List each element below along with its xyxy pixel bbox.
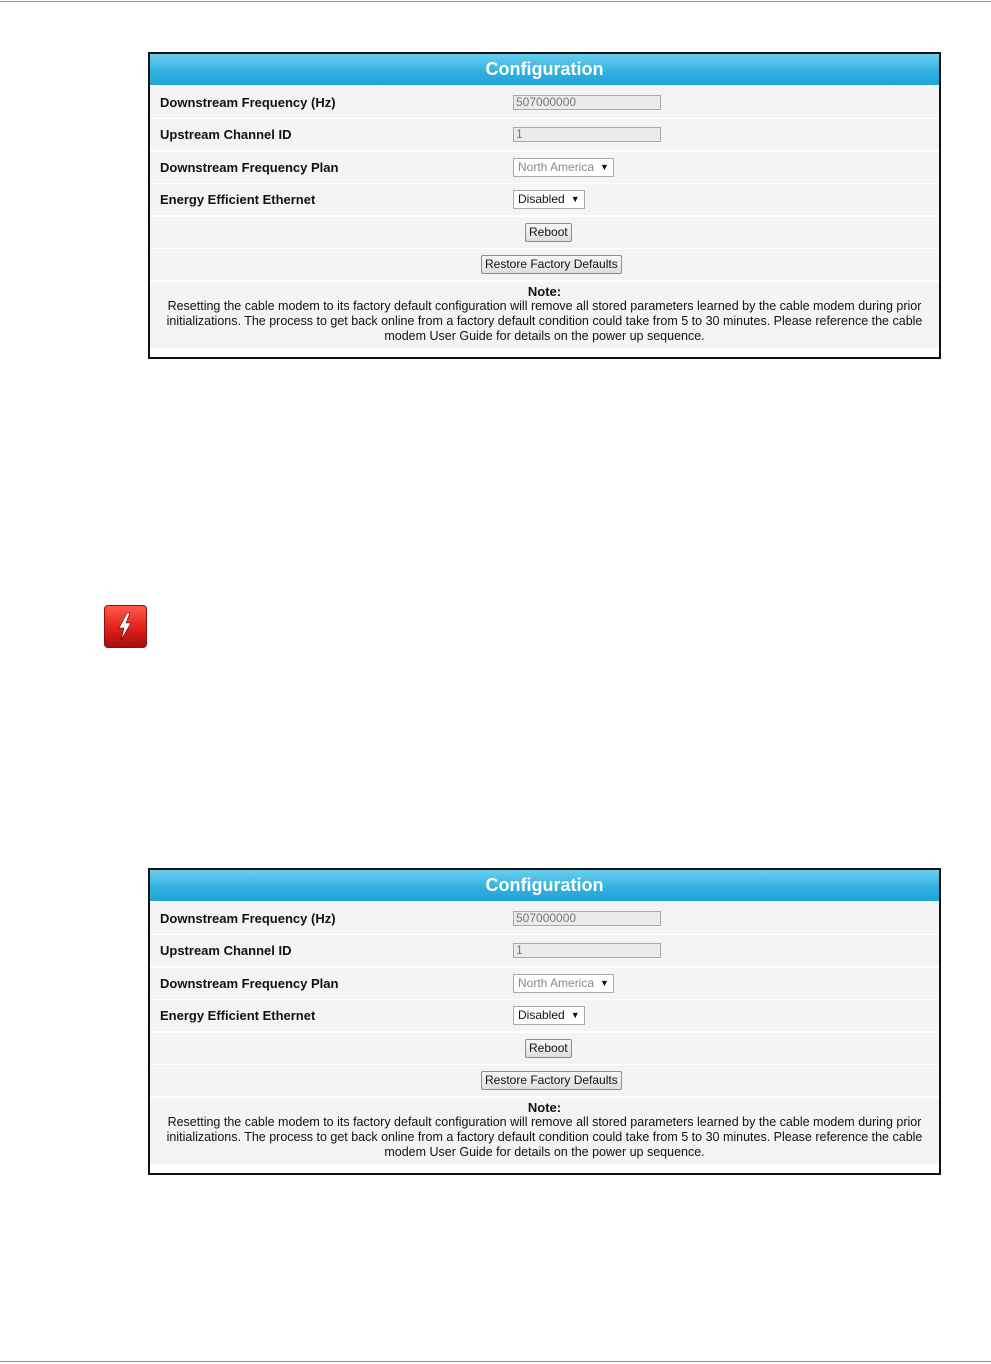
energy-efficient-value: Disabled [518, 1008, 565, 1022]
note-section [150, 282, 939, 348]
downstream-frequency-label: Downstream Frequency (Hz) [160, 94, 336, 110]
note-section [150, 1098, 939, 1164]
panel-title: Configuration [150, 870, 939, 901]
downstream-frequency-label: Downstream Frequency (Hz) [160, 910, 336, 926]
energy-efficient-label: Energy Efficient Ethernet [160, 1008, 316, 1023]
dropdown-arrow-icon: ▼ [600, 161, 609, 172]
energy-efficient-row [150, 184, 939, 215]
dropdown-arrow-icon: ▼ [570, 194, 580, 204]
frequency-plan-select [513, 974, 614, 993]
configuration-panel [148, 52, 941, 359]
restore-row [150, 249, 939, 280]
reboot-button[interactable]: Reboot [525, 223, 572, 242]
energy-efficient-label: Energy Efficient Ethernet [160, 192, 316, 207]
reboot-row [150, 1033, 939, 1064]
frequency-plan-select [513, 158, 614, 177]
frequency-plan-row [150, 968, 939, 999]
reboot-row [150, 217, 939, 248]
restore-factory-defaults-button[interactable]: Restore Factory Defaults [481, 255, 622, 274]
note-text: Resetting the cable modem to its factory default configuration will remove all stored parameters learned by the cable modem during prior initializations. The process to get back online from a factory default condition could take from 5 to 30 minutes. Please reference the cable modem User Guide for details on the power up sequence. [166, 1114, 923, 1159]
reboot-button[interactable]: Reboot [525, 1039, 572, 1058]
frequency-plan-value: North America [518, 975, 595, 990]
downstream-frequency-row [150, 87, 939, 118]
restore-factory-defaults-button[interactable]: Restore Factory Defaults [481, 1071, 622, 1090]
energy-efficient-select[interactable] [513, 190, 585, 209]
electrical-hazard-icon [104, 605, 147, 648]
lightning-bolt-icon [105, 606, 146, 647]
configuration-panel [148, 868, 941, 1175]
energy-efficient-row [150, 1000, 939, 1031]
upstream-channel-field: 1 [513, 127, 661, 142]
frequency-plan-label: Downstream Frequency Plan [160, 159, 339, 175]
note-title: Note: [527, 1099, 562, 1115]
downstream-frequency-row [150, 903, 939, 934]
energy-efficient-value: Disabled [518, 192, 565, 206]
top-divider [0, 1, 991, 2]
note-text: Resetting the cable modem to its factory default configuration will remove all stored parameters learned by the cable modem during prior initializations. The process to get back online from a factory default condition could take from 5 to 30 minutes. Please reference the cable modem User Guide for details on the power up sequence. [166, 298, 923, 343]
energy-efficient-select[interactable] [513, 1006, 585, 1025]
bottom-divider [0, 1361, 991, 1362]
frequency-plan-row [150, 152, 939, 183]
panel-title: Configuration [150, 54, 939, 85]
upstream-channel-label: Upstream Channel ID [160, 127, 292, 142]
upstream-channel-row [150, 935, 939, 966]
upstream-channel-row [150, 119, 939, 150]
restore-row [150, 1065, 939, 1096]
downstream-frequency-field: 507000000 [513, 95, 661, 110]
frequency-plan-value: North America [518, 159, 595, 174]
dropdown-arrow-icon: ▼ [570, 1010, 580, 1020]
dropdown-arrow-icon: ▼ [600, 977, 609, 988]
upstream-channel-label: Upstream Channel ID [160, 943, 292, 958]
note-title: Note: [527, 283, 562, 299]
upstream-channel-field: 1 [513, 943, 661, 958]
downstream-frequency-field: 507000000 [513, 911, 661, 926]
frequency-plan-label: Downstream Frequency Plan [160, 975, 339, 991]
